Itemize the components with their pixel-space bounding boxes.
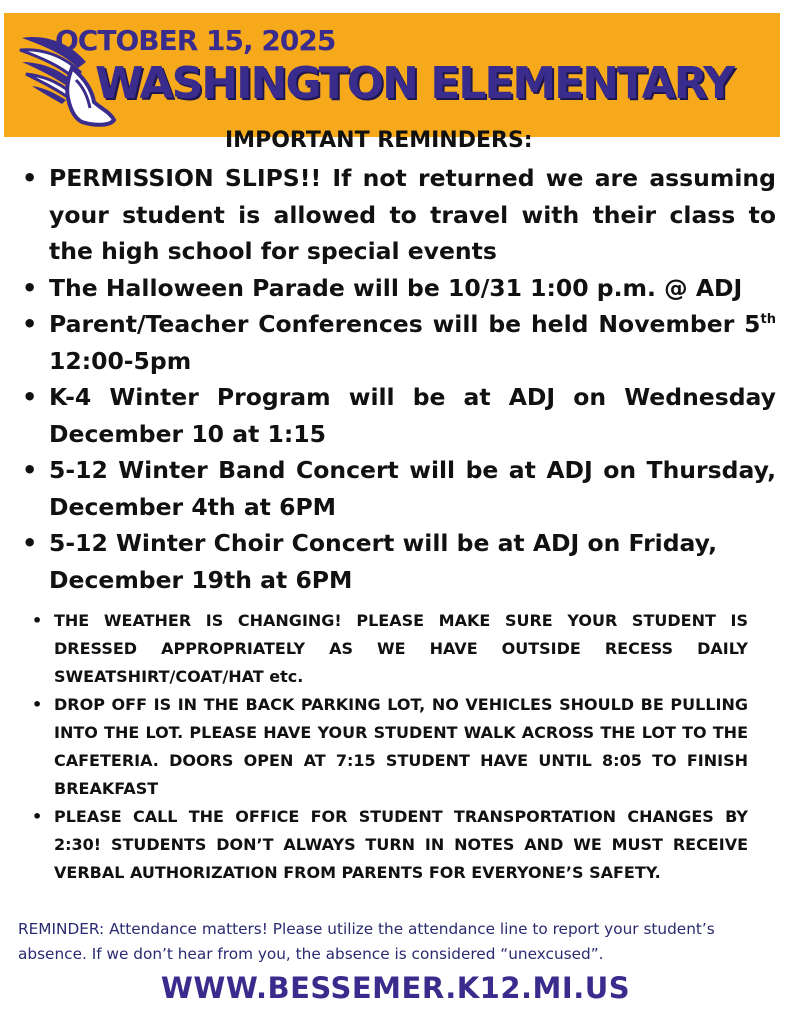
school-name: WASHINGTON ELEMENTARY	[95, 58, 734, 109]
newsletter-date: OCTOBER 15, 2025	[55, 24, 336, 57]
list-item: • PERMISSION SLIPS!! If not returned we are assuming your student is allowed to travel with their class to the high school for special events	[20, 160, 776, 270]
list-item: • K-4 Winter Program will be at ADJ on Wednesday December 10 at 1:15	[20, 379, 776, 452]
list-item: • The Halloween Parade will be 10/31 1:00 p.m. @ ADJ	[20, 270, 776, 307]
list-item: • Parent/Teacher Conferences will be held November 5th 12:00-5pm	[20, 306, 776, 379]
attendance-reminder: REMINDER: Attendance matters! Please utilize the attendance line to report your student’s absence. If we don’t hear from you, the absence is considered “unexcused”.	[18, 920, 715, 963]
reminders-heading: IMPORTANT REMINDERS:	[225, 128, 533, 153]
list-item: • 5-12 Winter Band Concert will be at ADJ on Thursday, December 4th at 6PM	[20, 452, 776, 525]
list-item: • THE WEATHER IS CHANGING! PLEASE MAKE SURE YOUR STUDENT IS DRESSED APPROPRIATELY AS WE HAVE OUTSIDE RECESS DAILY SWEATSHIRT/COAT/HAT etc.	[32, 607, 748, 691]
reminders-list	[20, 160, 776, 598]
notices-list	[32, 607, 748, 887]
list-item: • 5-12 Winter Choir Concert will be at ADJ on Friday, December 19th at 6PM	[20, 525, 776, 598]
website-link[interactable]: WWW.BESSEMER.K12.MI.US	[160, 971, 631, 1005]
list-item: • DROP OFF IS IN THE BACK PARKING LOT, NO VEHICLES SHOULD BE PULLING INTO THE LOT. PLEASE HAVE YOUR STUDENT WALK ACROSS THE LOT TO THE CAFETERIA. DOORS OPEN AT 7:15 STUDENT HAVE UNTIL 8:05 TO FINISH BREAKFAST	[32, 691, 748, 803]
list-item: • PLEASE CALL THE OFFICE FOR STUDENT TRANSPORTATION CHANGES BY 2:30! STUDENTS DON’T ALWAYS TURN IN NOTES AND WE MUST RECEIVE VERBAL AUTHORIZATION FROM PARENTS FOR EVERYONE’S SAFETY.	[32, 803, 748, 887]
